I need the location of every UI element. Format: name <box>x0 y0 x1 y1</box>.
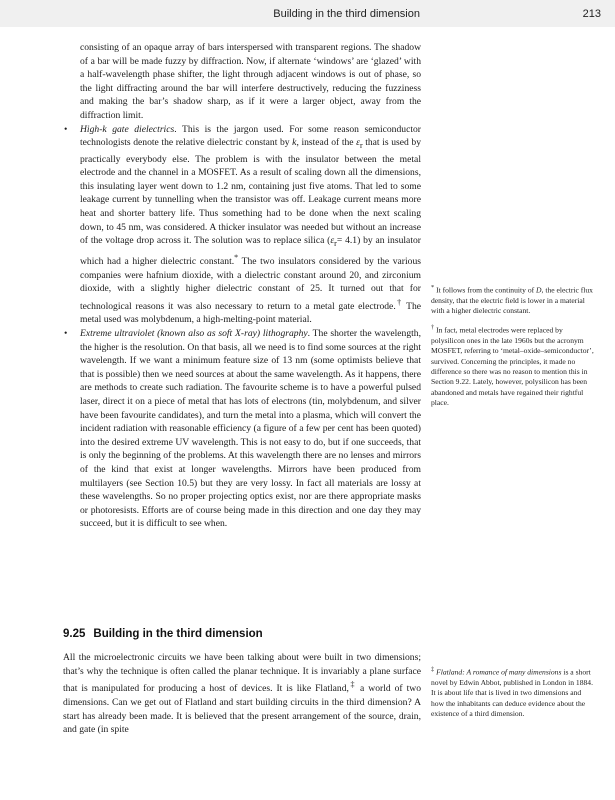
list-item-euv <box>63 327 421 531</box>
page-number: 213 <box>582 8 601 20</box>
sidenote-dagger-text: In fact, metal electrodes were replaced by polysilicon ones in the late 1960s but the acronym MOSFET, referring to ‘metal–oxide–semiconductor’, survived. Concerning the principles, it made no difference so there was no reason to mention this in Section 9.22. Lately, however, polysilicon has been abandoned and metals have regained their rightful place. <box>431 325 594 408</box>
symbol-epsilon-2: ε <box>330 235 335 247</box>
term-euv: Extreme ultraviolet (known also as soft X-ray) lithography <box>80 328 308 340</box>
running-header <box>0 0 615 27</box>
sidenote-mark-dagger: † <box>431 323 435 331</box>
intro-paragraph: consisting of an opaque array of bars interspersed with transparent regions. The shadow of a bar will be made fuzzy by diffraction. Now, if alternate ‘windows’ are ‘glazed’ with a half-wavelength phase shifter, the light through adjacent windows is out of phase, so the light diffracting around the bar will interfere destructively, reducing the fuzziness and making the bar’s shadow sharp, as if it were a larger object, away from the diffraction limit. <box>80 42 421 121</box>
bullet-icon: • <box>64 328 68 340</box>
sidenote-ddagger-text: is a short novel by Edwin Abbot, published in London in 1884. It is about life that is lived in two dimensions and how the inhabitants can deduce evidence about the existence of a third dimension. <box>431 667 593 719</box>
sidenote-star-text-1: It follows from the continuity of <box>434 285 537 295</box>
section-body <box>63 651 421 737</box>
sidenote-mark-ddagger: ‡ <box>431 666 435 673</box>
high-k-text-6: The metal used was molybdenum, a high-melting-point material. <box>80 300 422 326</box>
high-k-text-3: that is used by practically everybody else. The problem is with the insulator between the metal electrode and the channel in a MOSFET. As a result of scaling down all the dimensions, this insulating layer went down to 1.2 nm, containing just five atoms. That led to some leakage current by tunnelling when the transistor was off. Leakage current means more heat and shorter battery life. Thus something had to be done when the next scaling down, to 45 nm, was considered. A thicker insulator was needed but without an increase of the voltage drop across it. The solution was to replace silica ( <box>80 137 421 247</box>
sidenotes-upper <box>431 283 596 415</box>
footnote-ref-ddagger[interactable]: ‡ <box>348 680 357 690</box>
section-text-2: a world of two dimensions. Can we get out of Flatland and start building circuits in the third dimension? A start has already been made. It is believed that the present arrangement of the source, drain, and gate (in spite <box>63 683 421 736</box>
list-item-high-k <box>63 123 421 328</box>
symbol-k: k <box>292 137 297 149</box>
high-k-text-1: . This is the jargon used. For some reason semiconductor technologists denote the relative dielectric constant by <box>80 123 421 149</box>
sidenotes-lower <box>431 665 596 726</box>
section-heading <box>63 628 421 640</box>
running-header-title: Building in the third dimension <box>273 8 420 20</box>
symbol-epsilon-sub: r <box>359 141 363 151</box>
high-k-text-2: , instead of the <box>296 137 357 149</box>
term-high-k: High-k gate dielectrics <box>80 123 175 135</box>
sidenote-ddagger <box>431 665 596 720</box>
symbol-epsilon: ε <box>356 137 360 149</box>
bullet-icon: • <box>64 123 68 135</box>
footnote-ref-dagger[interactable]: † <box>395 297 403 307</box>
footnote-ref-star[interactable]: * <box>234 252 239 262</box>
high-k-text-4: ) by an insulator which had a higher dielectric constant. <box>80 235 421 267</box>
sidenote-star-text-2: , the electric flux density, that the electric field is lower in a material with a higher dielectric constant. <box>431 285 593 316</box>
section-title: Building in the third dimension <box>93 628 263 640</box>
symbol-d: D <box>536 285 542 295</box>
sidenote-dagger <box>431 323 596 409</box>
sidenote-star <box>431 283 596 317</box>
symbol-epsilon-sub-2: r <box>334 239 337 249</box>
euv-text: . The shorter the wavelength, the higher is the resolution. On that basis, all we need is to find some sources at the right wavelength. If we want a minimum feature size of 13 nm (some optimists believe that that is possible) then we need sources at about the same wavelength. As it happens, there are methods to create such radiation. The favourite scheme is to have a powerful pulsed laser, direct it on a piece of metal that has lots of electrons (tin, molybdenum, and silver have been favourite candidates), and turn the metal into a plasma, which will convert the incident radiation with reasonable efficiency (a figure of a few per cent has been quoted) into the desired extreme UV wavelength. This is not easy to do, but if one succeeds, that is only the beginning of the problems. At this wavelength there are no lenses and mirrors of the kind that exist at longer wavelengths. Mirrors have been produced from multilayers (see Section 10.5) but they are very lossy. In fact all materials are lossy at these wavelengths. So no proper projecting optics exist, nor are there appropriate masks or photoresists. Efforts are of course being made in this direction and one day they may succeed, but it is difficult to see when. <box>80 328 421 530</box>
flatland-title: Flatland: A romance of many dimensions <box>436 667 562 677</box>
section-number: 9.25 <box>63 628 86 640</box>
section-text-1: All the microelectronic circuits we have been talking about were built in two dimensions; that’s why the technique is often called the planar technique. It is invariably a plane surface that is manipulated for producing a host of devices. It is like Flatland, <box>63 652 421 695</box>
epsilon-value: = 4.1 <box>336 235 358 247</box>
section-paragraph <box>63 651 421 737</box>
sidenote-mark-star: * <box>431 284 435 291</box>
main-column <box>63 41 421 531</box>
high-k-text-5: The two insulators considered by the various companies were hafnium dioxide, with a dielectric constant around 20, and zirconium dioxide, with a slightly higher dielectric constant of 25. It turned out that for technological reasons it was also necessary to return to a metal gate electrode. <box>80 255 421 312</box>
